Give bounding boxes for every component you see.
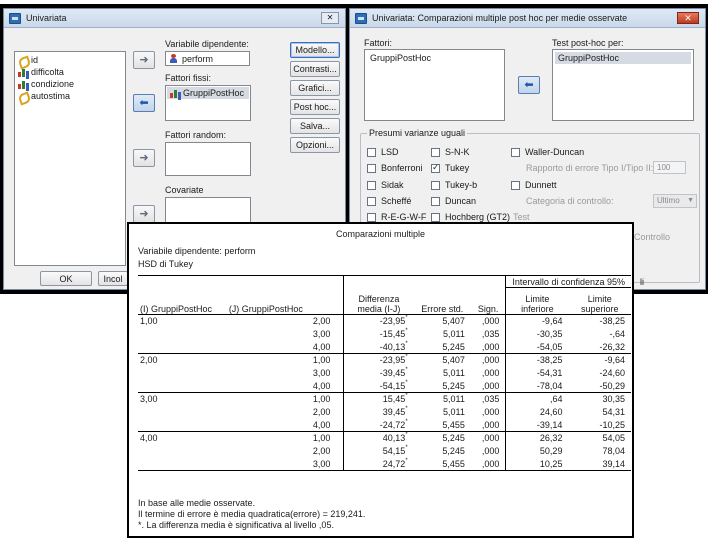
cell-group-i	[138, 341, 223, 354]
hochberg-checkbox[interactable]: Hochberg (GT2)	[431, 212, 510, 222]
cell-group-i	[138, 445, 223, 458]
cell-value: 2,00	[140, 355, 158, 366]
cell-se	[414, 328, 471, 341]
cell-diff	[344, 367, 414, 380]
cell-sig	[471, 354, 506, 367]
cell-value: 4,00	[312, 380, 331, 391]
cell-group-i	[138, 432, 223, 445]
cell-diff	[344, 432, 414, 445]
cell-sig	[471, 328, 506, 341]
posthoc-title: Univariata: Comparazioni multiple post hoc per medie osservate	[372, 13, 628, 23]
cell-value: ,000	[481, 368, 500, 378]
cell-value: 54,05	[602, 433, 625, 444]
cell-diff	[344, 406, 414, 419]
table-row	[138, 393, 631, 406]
cell-upper	[568, 458, 631, 471]
cell-value: -54,31	[536, 368, 563, 378]
cell-se	[414, 393, 471, 406]
cell-diff	[344, 393, 414, 406]
significance-star: *	[405, 379, 408, 386]
cell-value: 24,60	[539, 407, 563, 417]
cell-lower	[506, 341, 569, 354]
cell-lower	[506, 406, 569, 419]
table-row	[138, 445, 631, 458]
cell-se	[414, 432, 471, 445]
cell-se	[414, 354, 471, 367]
cell-value: -78,04	[536, 380, 563, 391]
cell-lower	[506, 380, 569, 393]
cell-group-j	[223, 406, 344, 419]
cell-sig	[471, 432, 506, 445]
checkbox[interactable]	[367, 148, 376, 157]
cell-group-j	[223, 328, 344, 341]
posthoc-close-button[interactable]: ✕	[677, 12, 699, 24]
tukey-b-checkbox[interactable]: Tukey-b	[431, 180, 477, 190]
cell-value: 3,00	[312, 329, 331, 339]
cell-sig	[471, 445, 506, 458]
cell-value: 15,45	[382, 394, 406, 405]
cell-value: 5,245	[442, 380, 465, 391]
cell-value: 26,32	[539, 433, 563, 444]
move-dependent-button[interactable]	[133, 51, 155, 69]
table-row	[138, 432, 631, 445]
list-item[interactable]: difficolta	[15, 66, 125, 78]
scheffe-checkbox[interactable]: Scheffé	[367, 196, 411, 206]
cell-sig	[471, 393, 506, 406]
cell-value: -24,60	[599, 368, 625, 378]
cell-value: ,000	[481, 433, 500, 444]
dependent-field[interactable]: perform	[165, 51, 250, 66]
cell-value: -39,14	[536, 419, 563, 430]
fixed-factors-list[interactable]	[165, 85, 251, 121]
right-edge-text: li	[640, 277, 644, 287]
cell-upper	[568, 367, 631, 380]
posthoc-titlebar	[350, 9, 705, 28]
cell-value: ,000	[481, 407, 500, 417]
cell-lower	[506, 432, 569, 445]
cell-upper	[568, 406, 631, 419]
cell-group-i	[138, 419, 223, 432]
cell-lower	[506, 315, 569, 328]
cell-value: -38,25	[599, 316, 625, 327]
cell-value: 2,00	[312, 407, 331, 417]
move-covariate-button[interactable]	[133, 205, 155, 223]
cell-value: ,000	[481, 458, 500, 469]
factors-list[interactable]	[364, 49, 505, 121]
move-fixed-factor-button[interactable]	[133, 94, 155, 112]
scale-icon	[18, 56, 28, 65]
cell-diff	[344, 419, 414, 432]
contrasti-button[interactable]: Contrasti...	[290, 61, 340, 77]
table-row	[138, 419, 631, 432]
cell-lower	[506, 458, 569, 471]
significance-star: *	[405, 328, 408, 334]
salva-button[interactable]: Salva...	[290, 118, 340, 134]
cell-group-i	[138, 406, 223, 419]
cell-value: ,000	[481, 316, 500, 327]
cell-group-j	[223, 315, 344, 328]
cell-upper	[568, 354, 631, 367]
cell-upper	[568, 432, 631, 445]
test-group-label: Test	[513, 212, 530, 222]
checkbox[interactable]	[431, 148, 440, 157]
cell-group-j	[223, 445, 344, 458]
cell-diff	[344, 328, 414, 341]
cell-value: 4,00	[312, 341, 331, 352]
cell-value: -54,05	[536, 341, 563, 352]
cell-se	[414, 445, 471, 458]
cell-group-j	[223, 432, 344, 445]
cell-value: ,000	[481, 419, 500, 430]
table-row	[138, 341, 631, 354]
output-table-panel	[127, 222, 634, 538]
chevron-down-icon: ▼	[687, 197, 694, 204]
cell-diff	[344, 315, 414, 328]
arrow-right-icon: ➜	[139, 151, 149, 164]
cell-lower	[506, 393, 569, 406]
checkbox[interactable]	[431, 181, 440, 190]
cell-value: 30,35	[602, 394, 625, 405]
cell-group-i	[138, 393, 223, 406]
cell-value: -50,29	[599, 380, 625, 391]
cell-se	[414, 380, 471, 393]
cell-value: 5,011	[443, 407, 465, 417]
cell-value: ,64	[549, 394, 563, 405]
move-random-factor-button[interactable]	[133, 149, 155, 167]
cell-diff	[344, 354, 414, 367]
cell-se	[414, 419, 471, 432]
dependent-label: Variabile dipendente:	[165, 39, 249, 49]
cell-group-i	[138, 354, 223, 367]
spss-app-icon	[9, 13, 21, 24]
control-category-label: Categoria di controllo:	[526, 196, 614, 206]
cell-value: ,035	[481, 394, 500, 405]
cell-group-i	[138, 380, 223, 393]
cell-value: 10,25	[539, 458, 563, 469]
cell-value: -23,95	[379, 355, 406, 366]
cell-value: 1,00	[312, 433, 331, 444]
significance-star: *	[405, 445, 408, 451]
cell-value: 54,15	[382, 446, 406, 456]
duncan-checkbox[interactable]: Duncan	[431, 196, 476, 206]
comparisons-table	[138, 275, 631, 471]
cell-upper	[568, 445, 631, 458]
cell-value: -9,64	[604, 355, 625, 366]
cell-lower	[506, 445, 569, 458]
checkbox[interactable]	[431, 164, 440, 173]
univariata-titlebar	[4, 9, 345, 28]
person-scale-icon	[169, 54, 179, 63]
footnote-2: Il termine di errore è media quadratica(errore) = 219,241.	[138, 509, 366, 519]
univariata-close-button[interactable]: ✕	[321, 12, 339, 24]
cell-value: ,000	[481, 446, 500, 456]
col-diff-header: Differenza media (I-J)	[344, 289, 414, 315]
regwf-checkbox[interactable]: R-E-G-W-F	[367, 212, 426, 222]
cell-value: 24,72	[382, 458, 406, 469]
dependent-variable-note: Variabile dipendente: perform	[138, 246, 256, 256]
cell-value: 54,31	[602, 407, 625, 417]
cell-upper	[568, 328, 631, 341]
cell-diff	[344, 445, 414, 458]
col-sig-header: Sign.	[471, 289, 506, 315]
list-item[interactable]: GruppiPostHoc	[555, 52, 691, 64]
cell-value: 5,011	[443, 368, 465, 378]
nominal-icon	[18, 80, 28, 89]
cell-lower	[506, 354, 569, 367]
checkbox[interactable]	[367, 197, 376, 206]
snk-checkbox[interactable]: S-N-K	[431, 147, 470, 157]
col-lower-header: Limite inferiore	[506, 289, 569, 315]
footnote-1: In base alle medie osservate.	[138, 498, 256, 508]
significance-star: *	[405, 367, 408, 373]
significance-star: *	[405, 406, 408, 412]
cell-upper	[568, 315, 631, 328]
cell-se	[414, 406, 471, 419]
cell-value: -24,72	[379, 419, 406, 430]
arrow-right-icon: ➜	[139, 53, 149, 66]
list-item[interactable]: condizione	[15, 78, 125, 90]
cell-value: -,64	[609, 329, 625, 339]
table-row	[138, 315, 631, 328]
cell-group-j	[223, 341, 344, 354]
cell-lower	[506, 367, 569, 380]
ci-header: Intervallo di confidenza 95%	[506, 276, 631, 288]
table-title: Comparazioni multiple	[335, 229, 426, 239]
footnote-3: *. La differenza media è significativa al livello ,05.	[138, 520, 334, 530]
arrow-left-icon: ⬅	[524, 78, 534, 91]
cell-value: -10,25	[599, 419, 625, 430]
cell-group-i	[138, 328, 223, 341]
cell-value: 40,13	[382, 433, 406, 444]
cell-sig	[471, 406, 506, 419]
tests-list[interactable]	[552, 49, 694, 121]
spss-app-icon	[355, 13, 367, 24]
cell-value: 2,00	[312, 316, 331, 327]
random-factors-label: Fattori random:	[165, 130, 227, 140]
controllo-label: Controllo	[634, 232, 671, 242]
table-row	[138, 328, 631, 341]
list-item[interactable]: GruppiPostHoc	[370, 53, 432, 63]
method-note: HSD di Tukey	[138, 259, 194, 269]
cell-group-j	[223, 419, 344, 432]
cell-value: -54,15	[379, 380, 406, 391]
cell-value: 5,245	[442, 341, 465, 352]
significance-star: *	[405, 418, 408, 425]
cell-diff	[344, 380, 414, 393]
ok-button[interactable]: OK	[40, 271, 92, 286]
nominal-icon	[170, 89, 180, 98]
cell-value: ,035	[481, 329, 500, 339]
cell-group-j	[223, 354, 344, 367]
dunnett-checkbox[interactable]: Dunnett	[511, 180, 557, 190]
cell-value: ,000	[481, 355, 500, 366]
cell-value: 5,245	[442, 446, 465, 456]
cell-value: 1,00	[140, 316, 158, 327]
list-item[interactable]: autostima	[15, 90, 125, 102]
cell-value: -23,95	[379, 316, 406, 327]
incolla-button[interactable]: Incol	[98, 271, 128, 286]
cell-sig	[471, 341, 506, 354]
cell-upper	[568, 380, 631, 393]
random-factors-list[interactable]	[165, 142, 251, 176]
cell-group-i	[138, 458, 223, 471]
col-i-header: (I) GruppiPostHoc	[138, 289, 223, 315]
fixed-factors-label: Fattori fissi:	[165, 73, 212, 83]
cell-se	[414, 367, 471, 380]
lsd-checkbox[interactable]: LSD	[367, 147, 399, 157]
cell-lower	[506, 419, 569, 432]
bonferroni-checkbox[interactable]: Bonferroni	[367, 163, 423, 173]
table-row	[138, 406, 631, 419]
cell-value: -39,45	[379, 368, 406, 378]
scale-icon	[18, 92, 28, 101]
table-row	[138, 354, 631, 367]
significance-star: *	[405, 340, 408, 347]
cell-value: 5,011	[443, 394, 465, 405]
significance-star: *	[405, 432, 408, 439]
table-footnotes	[138, 498, 365, 531]
cell-value: 39,45	[382, 407, 406, 417]
col-j-header: (J) GruppiPostHoc	[223, 289, 344, 315]
cell-value: 5,455	[442, 458, 465, 469]
cell-value: 3,00	[312, 458, 331, 469]
cell-value: 5,011	[443, 329, 465, 339]
control-category-select[interactable]: Ultimo ▼	[653, 194, 697, 208]
cell-value: -40,13	[379, 341, 406, 352]
table-row	[138, 458, 631, 471]
cell-upper	[568, 393, 631, 406]
opzioni-button[interactable]: Opzioni...	[290, 137, 340, 153]
cell-sig	[471, 380, 506, 393]
table-row	[138, 380, 631, 393]
sidak-checkbox[interactable]: Sidak	[367, 180, 404, 190]
table-row	[138, 367, 631, 380]
cell-value: -38,25	[536, 355, 563, 366]
cell-value: -9,64	[541, 316, 563, 327]
cell-group-j	[223, 380, 344, 393]
col-upper-header: Limite superiore	[568, 289, 631, 315]
significance-star: *	[405, 354, 408, 361]
variables-list[interactable]	[14, 51, 126, 266]
cell-se	[414, 315, 471, 328]
significance-star: *	[405, 315, 408, 322]
cell-value: 4,00	[140, 433, 158, 444]
cell-value: 1,00	[312, 394, 331, 405]
cell-group-j	[223, 458, 344, 471]
cell-value: 2,00	[312, 446, 331, 456]
post-hoc-button[interactable]: Post hoc...	[290, 99, 340, 115]
checkbox[interactable]	[431, 213, 440, 222]
cell-value: 4,00	[312, 419, 331, 430]
grafici-button[interactable]: Grafici...	[290, 80, 340, 96]
list-item[interactable]: GruppiPostHoc	[167, 87, 249, 99]
cell-value: 50,29	[539, 446, 563, 456]
cell-sig	[471, 458, 506, 471]
arrow-left-icon: ⬅	[139, 96, 149, 109]
cell-value: 5,407	[442, 316, 465, 327]
cell-se	[414, 341, 471, 354]
ratio-input[interactable]: 100	[653, 161, 686, 174]
cell-group-j	[223, 367, 344, 380]
univariata-title: Univariata	[26, 13, 67, 23]
cell-upper	[568, 419, 631, 432]
checkbox[interactable]	[367, 164, 376, 173]
checkbox[interactable]	[367, 181, 376, 190]
list-item[interactable]: id	[15, 54, 125, 66]
cell-diff	[344, 458, 414, 471]
factors-label: Fattori:	[364, 38, 393, 48]
cell-value: -26,32	[599, 341, 625, 352]
cell-value: 5,407	[442, 355, 465, 366]
cell-value: -30,35	[536, 329, 563, 339]
cell-value: ,000	[481, 341, 500, 352]
cell-sig	[471, 315, 506, 328]
tests-label: Test post-hoc per:	[552, 38, 624, 48]
checkbox[interactable]	[511, 148, 520, 157]
arrow-right-icon: ➜	[139, 207, 149, 220]
checkbox[interactable]	[511, 181, 520, 190]
tukey-checkbox[interactable]: ✓ Tukey	[431, 163, 469, 173]
modello-button[interactable]: Modello...	[290, 42, 340, 58]
cell-group-i	[138, 367, 223, 380]
checkbox[interactable]	[431, 197, 440, 206]
ratio-label: Rapporto di errore Tipo I/Tipo II:	[526, 163, 654, 173]
waller-duncan-checkbox[interactable]: Waller-Duncan	[511, 147, 584, 157]
nominal-icon	[18, 68, 28, 77]
cell-se	[414, 458, 471, 471]
cell-value: 3,00	[140, 394, 158, 405]
cell-value: 39,14	[602, 458, 625, 469]
covariates-label: Covariate	[165, 185, 204, 195]
cell-diff	[344, 341, 414, 354]
cell-value: 78,04	[602, 446, 625, 456]
cell-group-i	[138, 315, 223, 328]
cell-group-j	[223, 393, 344, 406]
cell-sig	[471, 367, 506, 380]
cell-sig	[471, 419, 506, 432]
cell-value: ,000	[481, 380, 500, 391]
cell-value: 5,455	[442, 419, 465, 430]
equal-variances-title: Presumi varianze uguali	[369, 128, 466, 138]
significance-star: *	[405, 393, 408, 400]
move-posthoc-button[interactable]	[518, 76, 540, 94]
cell-value: 5,245	[442, 433, 465, 444]
cell-value: 1,00	[312, 355, 331, 366]
cell-upper	[568, 341, 631, 354]
cell-value: 3,00	[312, 368, 331, 378]
significance-star: *	[405, 457, 408, 464]
cell-value: -15,45	[379, 329, 406, 339]
cell-lower	[506, 328, 569, 341]
col-se-header: Errore std.	[414, 289, 471, 315]
checkbox[interactable]	[367, 213, 376, 222]
